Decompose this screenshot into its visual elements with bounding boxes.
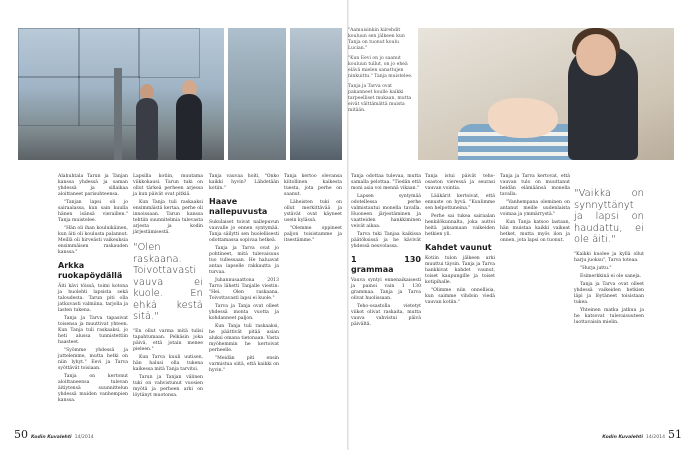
paragraph: "Vanhempana oleminen on antanut meille uudenlaista voimaa ja ymmärrystä."	[500, 200, 570, 217]
photo-building-detail	[228, 28, 286, 160]
paragraph: Tanja istui päivät teho-osaston vieressä ja seurasi vauvan vointia.	[425, 174, 495, 191]
paragraph: Lapsilla kotiin, muutama viikkokausi. Tarun tuki on ollut tärkeä perheen arjessa ja kun päivät ovat pitkiä.	[133, 174, 203, 197]
section-heading: Kahdet vaunut	[425, 243, 492, 252]
paragraph: "Kaikki kuolee ja kyllä ollut harju juoksu", Tarva toteaa.	[574, 251, 644, 263]
paragraph: Tanja odottaa tulevaa, mutta samalla pelottaa. "Tiedän että moni asia voi mennä vikaan."	[351, 174, 421, 191]
paragraph: Tarva ja Tanja ovat olleet yhdessä monta vuotta ja kohdanneet paljon.	[209, 304, 279, 321]
paragraph: Tarva tuki Tanjaa kaikissa päätöksissä ja he kävivät yhdessä neuvolassa.	[351, 232, 421, 249]
paragraph: Kun Tanja tuli raskaaksi ensimmäistä kertaa, perhe oli innoissaan. Tarun kanssa tehtiin suunnitelmia tulevasta arjesta ja kodin järjestämisestä.	[133, 200, 203, 235]
paragraph: Teho-osastolla vietetyt viikot olivat raskaita, mutta vauva vahvistui päivä päivältä.	[351, 304, 421, 327]
paragraph: Perhe sai tukea sairaalan henkilökunnalta, joka auttoi heitä jaksamaan vaikeiden hetkien yli.	[425, 214, 495, 237]
text-column-1	[58, 174, 128, 406]
section-heading: 1 130 grammaa	[351, 255, 421, 274]
text-column-8	[574, 174, 644, 328]
paragraph: "Hurja juttu."	[580, 265, 612, 271]
paragraph: Lääkärit kertoivat, että ennuste on hyvä. "Kuulimme sen helpottuneina."	[425, 194, 495, 211]
paragraph: Yhteinen matka jatkuu ja he katsovat tulevaisuuteen luottavaisin mielin.	[574, 307, 644, 325]
caption-line: "Kun Eevi on jo saanut kouluun tullut, on jo eheä elävä mielen sanattujen ninkuittu." Tanja muistelee.	[348, 56, 413, 79]
photo-couple-outdoors	[18, 28, 224, 160]
paragraph: Kotiin tulon jälkeen arki muuttui täysin. Tanja ja Tarva hankkivat kahdet vaunut, toiset kaupungille ja toiset kotipihalle.	[425, 256, 495, 285]
paragraph: Kun Tanja katsoo lastaan, hän muistaa kaikki vaikeat hetket, mutta myös ilon ja onnen, jota lapsi on tuonut.	[500, 220, 570, 243]
photo-mother-and-baby	[418, 28, 674, 160]
paragraph: Esimerkkinä ei ole saneja.	[580, 273, 642, 279]
paragraph: "Tanjan lapsi oli jo sairaalassa, kun sain kuulla hänen isänsä vieraillen." Tanja muistelee.	[58, 200, 128, 223]
text-column-2	[133, 174, 203, 401]
paragraph: Tanja ja Tarva ovat olleet yhdessä vaikeiden hetkien läpi ja löytäneet toisistaan tukea.	[574, 281, 644, 305]
paragraph: Kun Tanja tuli raskaaksi, he päättivät pitää asian aluksi omana tietonaan. Vasta myöhemmin he kertoivat perheelle.	[209, 324, 279, 353]
paragraph: "Olimme niin onnellisia, kun saimme vihdoin viedä vauvan kotiin."	[425, 288, 495, 305]
paragraph: Tanja ja Tarva kertovat, että vauvan tulo on muuttanut heidän elämäänsä monella tavalla.	[500, 174, 570, 197]
paragraph: Juhannusaattona 2013 Tarva lähetti Tanjalle viestin: "Hei. Olen raskaana. Toivottavasti lapsi ei kuole."	[209, 278, 279, 301]
paragraph: "Olemme oppineet paljon toisistamme ja itsestämme."	[284, 226, 342, 243]
paragraph: "Syömme yhdessä ja juttelemme, mutta hetki on niin lyhyt." Eevi ja Tarva syöttävät toisiaan.	[58, 348, 128, 371]
paragraph: Vauva syntyi ennenaikaisesti ja painoi vain 1 130 grammaa. Tanja ja Tarva olivat huolissaan.	[351, 278, 421, 301]
paragraph: "Meidän piti ensin varmistua siitä, että kaikki on hyvin."	[209, 356, 279, 373]
issue-number: 14/2014	[645, 435, 665, 440]
magazine-name: Kodin Kuvalehti	[31, 435, 72, 440]
paragraph: Kun Tarva kuuli uutisen, hän halusi olla tukena kaikessa mitä Tanja tarvitsi.	[133, 354, 203, 372]
magazine-name: Kodin Kuvalehti	[602, 435, 643, 440]
section-heading: Haave nallepuvusta	[209, 197, 268, 216]
text-column-5	[351, 174, 421, 330]
paragraph: Tanja ja Tarva tapasivat toisensa ja muuttivat yhteen. Kun Tanja tuli raskaaksi, jo heti alussa tunnistettiin haasteet.	[58, 316, 128, 345]
paragraph: Läheisten tuki on ollut merkittävää ja ystävät ovat käyneet usein kylässä.	[284, 200, 342, 223]
issue-number: 14/2014	[74, 435, 94, 440]
page-number: 50	[14, 428, 28, 441]
paragraph: Äiti kävi töissä, toimi kotona ja huolehti lapsista sekä taloudesta. Tarun piti olla jatkuvasti valmiina, tarjolla ja lasten tukena.	[58, 284, 128, 313]
footer-left	[14, 428, 94, 441]
paragraph: Tarun ja Tanjan välinen tuki on vahvistunut vuosien myötä ja perheen arki on löytänyt muotonsa.	[133, 374, 203, 398]
caption-line: Tanja ja Tarva ovat pakanneet koulle kaikki tarpeelliset mukaan, mutta eivät välttämättä muista mitään.	[348, 84, 412, 113]
photo-caption	[348, 28, 414, 118]
footer-right	[602, 428, 682, 441]
paragraph: Alahuhtala Tarun ja Tanjan kanssa yhdessä ja saman yhdessä ja sillaikaa aloittaneet parisuhteensa.	[58, 174, 128, 197]
paragraph: Tanja ja Tarva ovat jo pohtineet, mitä tulevaisuus tuo tullessaan. He haluavat antaa lapselle rakkautta ja turvaa.	[209, 246, 279, 275]
text-column-3	[209, 174, 279, 376]
pull-quote: "Olen raskaana. Toivottavasti vauva ei kuole. En ehkä kestä sitä."	[133, 242, 203, 322]
text-column-6	[425, 174, 495, 308]
paragraph: Tanja kertoo olevansa kiitollinen kaikesta tuesta, jota perhe on saanut.	[284, 174, 342, 197]
page-number: 51	[668, 428, 682, 441]
pull-quote: "Vaikka on synnyttänyt ja lapsi on haudattu, ei ole äiti."	[574, 188, 644, 245]
paragraph: Sukulaiset toivat nallepuvun vauvalle jo ennen syntymää. Tanja säilytti sen huolellisesti odottamassa sopivaa hetkeä.	[209, 220, 279, 243]
paragraph: "En ollut varma mitä tulisi tapahtumaan. Pelkäsin joka päivä, että jotain menee pieleen."	[133, 328, 203, 352]
text-column-4	[284, 174, 342, 246]
paragraph: Tanja vauvaa hoiti, "Onko kaikki hyvin? Lähdetään kotiin."	[209, 174, 279, 191]
caption-line: "Aamuisinkin kiirehdit kouluun sen jälkeen kun Tanja on tuonut koulu Lucian."	[348, 28, 405, 51]
text-column-7	[500, 174, 570, 246]
paragraph: "Hän oli ihan kouluikäinen, kun äiti oli koulusta palannut. Meillä oli hirveästi vaikeuksia ensimmäisen raskauden kanssa."	[58, 226, 128, 255]
photo-building-corner	[290, 28, 342, 160]
paragraph: Lapsen syntymää odotellessa perhe valmistautui monella tavalla. Huoneen järjestäminen ja vaatteiden hankkiminen veivät aikaa.	[351, 194, 421, 229]
paragraph: Tanja on kertonut aloittaneensa tulevan äitiytensä suunnittelun yhdessä muiden vanhempien kanssa.	[58, 374, 128, 403]
section-heading: Arkka ruokapöydällä	[58, 261, 123, 280]
